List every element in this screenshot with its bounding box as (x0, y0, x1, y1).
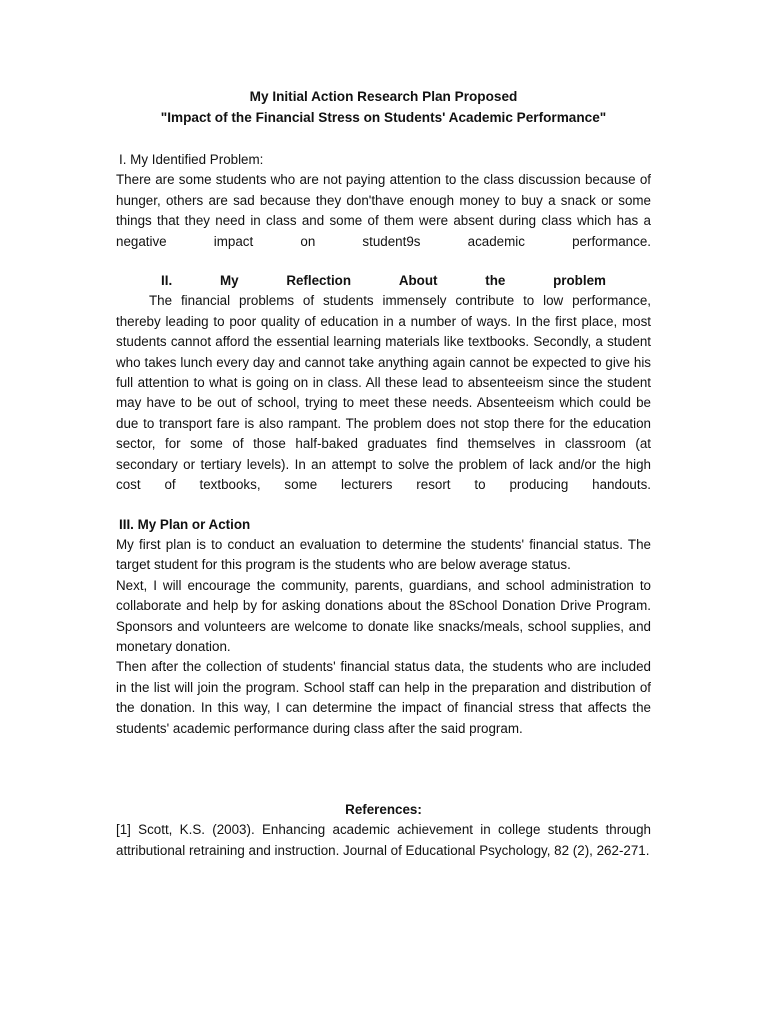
section2-heading-word: My (219, 273, 239, 289)
section1-body: There are some students who are not paying attention to the class discussion because of hunger, others are sad because they don'thave enough money to buy a snack or some things that they need in class and some of them were absent during class which has a negative impact on student9s academic performance. (116, 172, 651, 249)
document-body (116, 86, 651, 861)
section3-paragraph-2: Next, I will encourage the community, parents, guardians, and school administration to collaborate and help by for asking donations about the 8School Donation Drive Program. Sponsors and volunteers are welcome to donate like snacks/meals, school supplies, and monetary donation. (116, 577, 651, 654)
references-heading: References: (345, 801, 422, 817)
section3-paragraph-3: Then after the collection of students' financial status data, the students who are included in the list will join the program. School staff can help in the preparation and distribution of the donation. In this way, I can determine the impact of financial stress that affects the students' academic performance during class after the said program. (116, 659, 651, 736)
section3-paragraph-1: My first plan is to conduct an evaluation to determine the students' financial status. The target student for this program is the students who are below average status. (116, 536, 651, 573)
section2-heading-word: the (485, 273, 506, 289)
document-title-line2: "Impact of the Financial Stress on Students' Academic Performance" (160, 110, 607, 125)
section3-heading: III. My Plan or Action (119, 516, 251, 532)
section2-heading-word: Reflection (286, 273, 352, 289)
section2-heading (116, 271, 651, 291)
section1-heading: I. My Identified Problem: (119, 152, 264, 167)
section2-heading-word: About (398, 273, 438, 289)
reference-item: [1] Scott, K.S. (2003). Enhancing academic achievement in college students through attributional retraining and instruction. Journal of Educational Psychology, 82 (2), 262-271. (116, 822, 651, 858)
section2-heading-word: problem (553, 273, 606, 289)
document-title-line1: My Initial Action Research Plan Proposed (249, 89, 518, 104)
section2-heading-word: II. (161, 273, 173, 289)
section2-body: The financial problems of students immensely contribute to low performance, thereby leading to poor quality of education in a number of ways. In the first place, most students cannot afford the essential learning materials like textbooks. Secondly, a student who takes lunch every day and cannot take anything again cannot be expected to give his full attention to what is going on in class. All these lead to absenteeism since the student may have to be out of school, trying to meet these needs. Absenteeism which could be due to transport fare is also rampant. The problem does not stop there for the education sector, for some of those half-baked graduates find themselves in classroom (at secondary or tertiary levels). In an attempt to solve the problem of lack and/or the high cost of textbooks, some lecturers resort to producing handouts. (116, 293, 651, 493)
